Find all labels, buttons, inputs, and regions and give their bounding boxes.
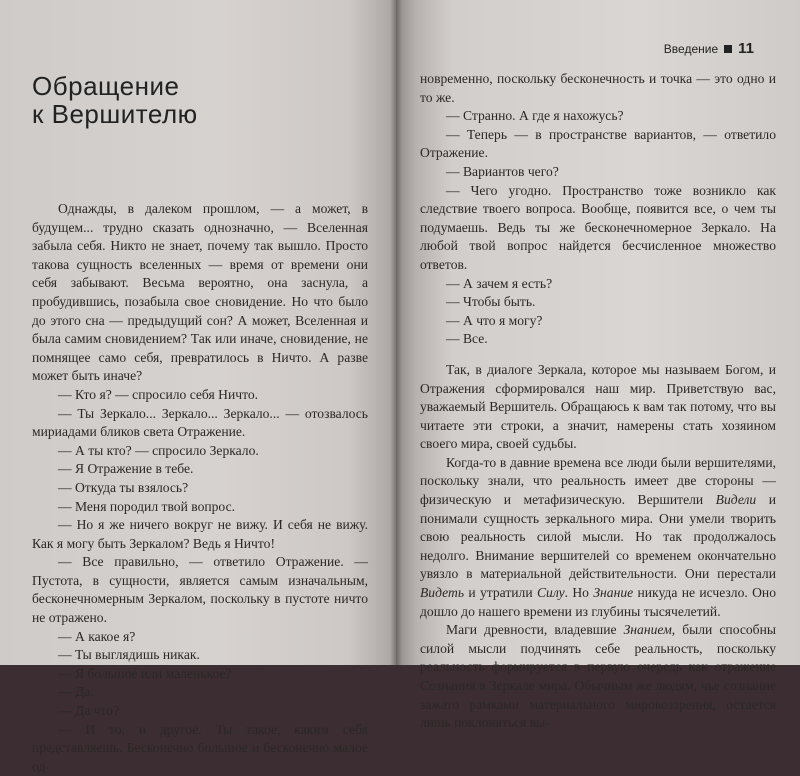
emphasis: Видели bbox=[715, 492, 757, 508]
dialog-line: — Все правильно, — ответило Отражение. — Пустота, в сущности, является самым изначальным, бесконечномерным Зеркалом, поскольку в пустоте ничто не отражено. bbox=[32, 554, 368, 626]
dialog-line: — Теперь — в пространстве вариантов, — ответило Отражение. bbox=[420, 126, 776, 161]
dialog-line: — Вариантов чего? bbox=[446, 163, 559, 179]
dialog-line: — Откуда ты взялось? bbox=[58, 479, 189, 495]
dialog-line: — А какое я? bbox=[58, 628, 136, 644]
running-head bbox=[664, 40, 754, 57]
dialog-line: — Чего угодно. Пространство тоже возникло как следствие твоего вопроса. Вообще, появится все, о чем ты подумаешь. Ведь ты же бесконечномерное Зеркало. На любой твой вопрос найдется бесчисленное множество ответов. bbox=[420, 182, 776, 272]
text-run: . Но bbox=[564, 585, 594, 601]
dialog-line: — А ты кто? — спросило Зеркало. bbox=[58, 442, 259, 458]
running-head-label: Введение bbox=[663, 41, 719, 56]
left-page bbox=[0, 0, 396, 774]
dialog-line: — Странно. А где я нахожусь? bbox=[446, 108, 624, 124]
square-bullet-icon bbox=[724, 45, 732, 53]
text-run: и понимали сущность зеркального мира. Они умели творить свою реальность силой мысли. Но так продолжалось недолго. Внимание вершителей со временем окончательно увязло в материальной действительности. Они перестали bbox=[420, 492, 776, 582]
chapter-title-line-1: Обращение bbox=[32, 71, 180, 101]
text-run: никуда не исчезло. Оно дошло до нашего времени из глубины тысячелетий. bbox=[420, 585, 776, 619]
text-run: , были способны силой мысли подчинять себе реальность, поскольку реальность формируется в первую очередь как отражение Сознания в Зеркале мира. Обычным же людям, чье сознание зажато рамками материального мировоззрения, остается лишь поклоняться вы- bbox=[420, 622, 776, 731]
dialog-line: — А что я могу? bbox=[446, 312, 543, 328]
chapter-title-line-2: к Вершителю bbox=[32, 99, 198, 129]
dialog-line: — Меня породил твой вопрос. bbox=[58, 498, 236, 514]
book-gutter bbox=[390, 0, 402, 665]
dialog-line: — Да. bbox=[58, 684, 94, 700]
chapter-title bbox=[32, 72, 368, 128]
text-run: и утратили bbox=[464, 585, 537, 601]
dialog-line: — А зачем я есть? bbox=[446, 275, 553, 291]
left-body-text bbox=[32, 200, 368, 776]
emphasis: Видеть bbox=[420, 585, 465, 601]
dialog-line: — Ты выглядишь никак. bbox=[58, 647, 200, 663]
text-run: Когда-то в давние времена все люди были вершителями, поскольку знали, что реальность имеет две стороны — физическую и метафизическую. Вершители bbox=[420, 454, 776, 508]
page-number: 11 bbox=[738, 40, 754, 57]
paragraph bbox=[420, 454, 776, 621]
dialog-line: — Ты Зеркало... Зеркало... Зеркало... — отозвалось мириадами бликов света Отражение. bbox=[32, 405, 368, 440]
dialog-line: — Я большое или маленькое? bbox=[58, 665, 232, 681]
emphasis: Знание bbox=[593, 585, 634, 601]
emphasis: Знанием bbox=[623, 622, 672, 638]
paragraph bbox=[420, 621, 776, 733]
dialog-line: — Я Отражение в тебе. bbox=[58, 461, 194, 477]
emphasis: Силу bbox=[536, 585, 565, 601]
dialog-line: — Чтобы быть. bbox=[446, 294, 536, 310]
dialog-line: — Да что? bbox=[58, 703, 120, 719]
paragraph-spacer bbox=[420, 349, 776, 361]
dialog-line: — Все. bbox=[446, 331, 488, 347]
paragraph: Однажды, в далеком прошлом, — а может, в будущем... трудно сказать однозначно, — Вселенная забыла себя. Никто не знает, почему так вышло. Просто такова сущность вселенных — время от времени они себя забывают. Весьма вероятно, она заснула, а пробудившись, позабыла свое сновидение. Но что было до этого сна — предыдущий сон? А может, Вселенная и была самим сновидением? Так или иначе, сновидение, не помнящее само себя, превратилось в Ничто. А разве может быть иначе? bbox=[32, 201, 368, 384]
right-body-text bbox=[420, 70, 776, 733]
paragraph: Так, в диалоге Зеркала, которое мы называем Богом, и Отражения сформировался наш мир. Приветствую вас, уважаемый Вершитель. Обращаюсь к вам так потому, что вы читаете эти строки, а значит, намерены стать хозяином своего мира, своей судьбы. bbox=[420, 361, 776, 452]
dialog-line: — И то, и другое. Ты такое, каким себя представляешь. Бесконечно большое и бесконечно малое од- bbox=[32, 721, 368, 774]
paragraph-continuation: новременно, поскольку бесконечность и точка — это одно и то же. bbox=[420, 71, 776, 105]
right-page bbox=[396, 0, 800, 731]
dialog-line: — Но я же ничего вокруг не вижу. И себя не вижу. Как я могу быть Зеркалом? Ведь я Ничто! bbox=[32, 517, 368, 551]
dialog-line: — Кто я? — спросило себя Ничто. bbox=[58, 386, 259, 402]
text-run: Маги древности, владевшие bbox=[446, 622, 624, 638]
